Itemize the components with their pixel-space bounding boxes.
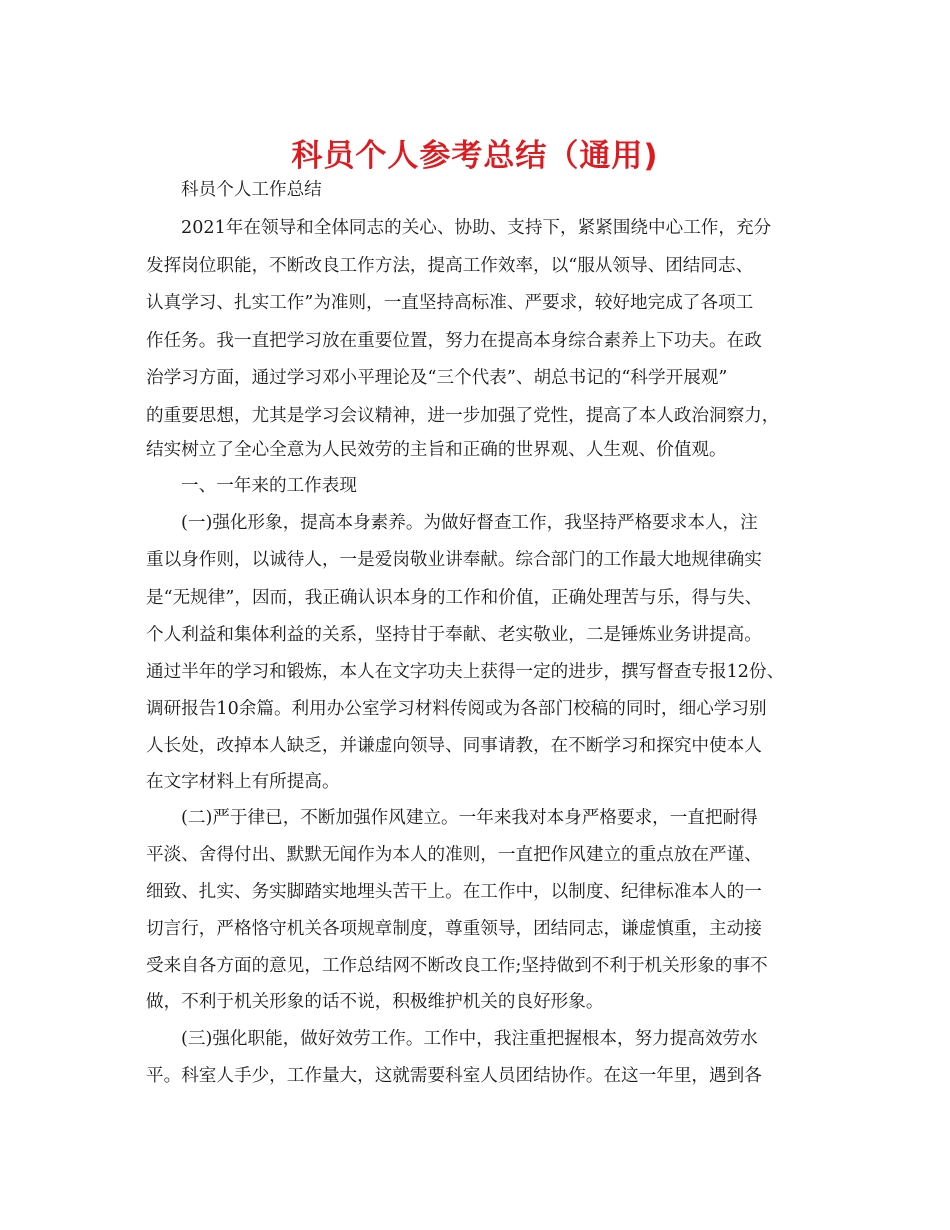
body-line: 切言行，严格恪守机关各项规章制度，尊重领导，团结同志，谦虚慎重，主动接 — [146, 919, 762, 939]
body-line: 的重要思想，尤其是学习会议精神，进一步加强了党性，提高了本人政治洞察力， — [146, 406, 780, 426]
body-line: (三)强化职能，做好效劳工作。工作中，我注重把握根本，努力提高效劳水 — [181, 1029, 758, 1049]
body-line: 受来自各方面的意见，工作总结网不断改良工作;坚持做到不利于机关形象的事不 — [146, 956, 768, 976]
body-line: 是“无规律”，因而，我正确认识本身的工作和价值，正确处理苦与乐，得与失、 — [146, 588, 763, 608]
body-line: (二)严于律已，不断加强作风建立。一年来我对本身严格要求，一直把耐得 — [181, 808, 758, 828]
body-line: 人长处，改掉本人缺乏，并谦虚向领导、同事请教，在不断学习和探究中使本人 — [146, 736, 762, 756]
body-line: 通过半年的学习和锻炼，本人在文字功夫上获得一定的进步，撰写督查专报12份、 — [146, 662, 785, 682]
body-line: 结实树立了全心全意为人民效劳的主旨和正确的世界观、人生观、价值观。 — [146, 440, 727, 460]
body-line: 作任务。我一直把学习放在重要位置，努力在提高本身综合素养上下功夫。在政 — [146, 331, 762, 351]
body-line: 发挥岗位职能，不断改良工作方法，提高工作效率，以“服从领导、团结同志、 — [146, 256, 754, 276]
document-title: 科员个人参考总结（通用) — [291, 138, 659, 174]
body-line: 个人利益和集体利益的关系，坚持甘于奉献、老实敬业，二是锤炼业务讲提高。 — [146, 625, 762, 645]
body-line: 平。科室人手少，工作量大，这就需要科室人员团结协作。在这一年里，遇到各 — [146, 1066, 762, 1086]
body-line: 重以身作则，以诚待人，一是爱岗敬业讲奉献。综合部门的工作最大地规律确实 — [146, 550, 762, 570]
body-line: 平淡、舍得付出、默默无闻作为本人的准则，一直把作风建立的重点放在严谨、 — [146, 845, 762, 865]
subtitle-line: 科员个人工作总结 — [181, 180, 322, 200]
body-line: 认真学习、扎实工作”为准则，一直坚持高标准、严要求，较好地完成了各项工 — [146, 293, 754, 313]
body-line: 2021年在领导和全体同志的关心、协助、支持下，紧紧围绕中心工作，充分 — [181, 218, 772, 238]
body-line: 细致、扎实、务实脚踏实地埋头苦干上。在工作中，以制度、纪律标准本人的一 — [146, 882, 762, 902]
body-line: 治学习方面，通过学习邓小平理论及“三个代表”、胡总书记的“科学开展观” — [146, 368, 728, 388]
section-heading: 一、一年来的工作表现 — [181, 476, 357, 496]
body-line: 在文字材料上有所提高。 — [146, 772, 340, 792]
body-line: 调研报告10余篇。利用办公室学习材料传阅或为各部门校稿的同时，细心学习别 — [146, 699, 767, 719]
body-line: 做，不利于机关形象的话不说，积极维护机关的良好形象。 — [146, 992, 604, 1012]
body-line: (一)强化形象，提高本身素养。为做好督查工作，我坚持严格要求本人，注 — [181, 513, 758, 533]
